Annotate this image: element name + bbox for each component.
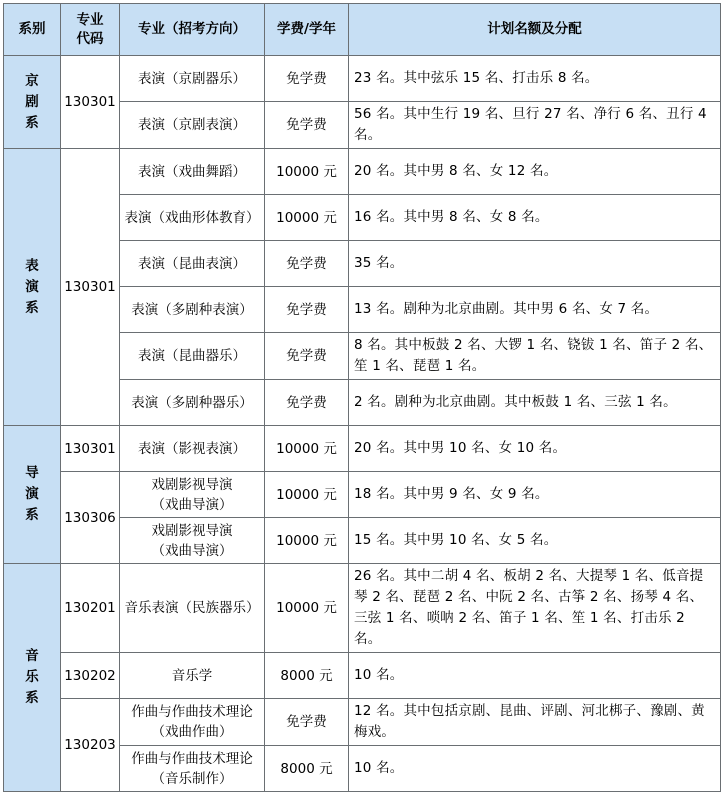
- header-fee: 学费/学年: [265, 4, 349, 56]
- major-cell: [120, 518, 265, 564]
- plan-cell: 56 名。其中生行 19 名、旦行 27 名、净行 6 名、丑行 4 名。: [349, 102, 721, 149]
- table-row: [4, 699, 721, 746]
- header-code: 专业代码: [61, 4, 120, 56]
- dept-jingju: 京剧系: [4, 56, 61, 149]
- header-dept: 系别: [4, 4, 61, 56]
- plan-cell: 35 名。: [349, 241, 721, 287]
- table-row: [4, 472, 721, 518]
- major-line1: 戏剧影视导演: [151, 522, 233, 539]
- major-line1: 戏剧影视导演: [151, 476, 233, 493]
- major-cell: 表演（多剧种表演）: [120, 287, 265, 333]
- fee-cell: 8000 元: [265, 746, 349, 792]
- major-cell: 表演（影视表演）: [120, 426, 265, 472]
- major-line2: （戏曲导演）: [151, 542, 233, 559]
- header-row: [4, 4, 721, 56]
- table-row: [4, 149, 721, 195]
- header-plan: 计划名额及分配: [349, 4, 721, 56]
- admissions-plan-table: [3, 3, 721, 792]
- major-line2: （戏曲作曲）: [151, 724, 233, 740]
- fee-cell: 免学费: [265, 380, 349, 426]
- table-row: [4, 426, 721, 472]
- dept-daoyan: 导演系: [4, 426, 61, 564]
- fee-cell: 10000 元: [265, 518, 349, 564]
- major-cell: 表演（昆曲表演）: [120, 241, 265, 287]
- major-cell: 表演（昆曲器乐）: [120, 333, 265, 380]
- fee-cell: 10000 元: [265, 472, 349, 518]
- fee-cell: 免学费: [265, 699, 349, 746]
- major-cell: 表演（戏曲舞蹈）: [120, 149, 265, 195]
- fee-cell: 10000 元: [265, 426, 349, 472]
- major-line1: 作曲与作曲技术理论: [131, 750, 253, 767]
- code-cell: 130202: [61, 653, 120, 699]
- fee-cell: 10000 元: [265, 195, 349, 241]
- major-cell: 表演（京剧表演）: [120, 102, 265, 149]
- plan-cell: 20 名。其中男 8 名、女 12 名。: [349, 149, 721, 195]
- table-row: [4, 653, 721, 699]
- plan-cell: 2 名。剧种为北京曲剧。其中板鼓 1 名、三弦 1 名。: [349, 380, 721, 426]
- plan-cell: 23 名。其中弦乐 15 名、打击乐 8 名。: [349, 56, 721, 102]
- fee-cell: 8000 元: [265, 653, 349, 699]
- major-cell: 表演（京剧器乐）: [120, 56, 265, 102]
- code-cell: 130201: [61, 564, 120, 653]
- dept-yinyue: 音乐系: [4, 564, 61, 792]
- major-cell: 表演（戏曲形体教育）: [120, 195, 265, 241]
- major-cell: [120, 746, 265, 792]
- plan-cell: 10 名。: [349, 653, 721, 699]
- code-cell: 130203: [61, 699, 120, 792]
- fee-cell: 免学费: [265, 241, 349, 287]
- table-row: [4, 564, 721, 653]
- code-cell: 130301: [61, 149, 120, 426]
- code-cell: 130306: [61, 472, 120, 564]
- fee-cell: 10000 元: [265, 149, 349, 195]
- table-row: [4, 56, 721, 102]
- plan-cell: 26 名。其中二胡 4 名、板胡 2 名、大提琴 1 名、低音提琴 2 名、琵琶 2 名、中阮 2 名、古筝 2 名、扬琴 4 名、三弦 1 名、唢呐 2 名、笛子 1 名、笙 1 名、打击乐 2 名。: [349, 564, 721, 653]
- fee-cell: 免学费: [265, 102, 349, 149]
- major-cell: [120, 472, 265, 518]
- fee-cell: 10000 元: [265, 564, 349, 653]
- fee-cell: 免学费: [265, 287, 349, 333]
- major-cell: [120, 699, 265, 746]
- header-major: 专业（招考方向）: [120, 4, 265, 56]
- major-cell: 音乐学: [120, 653, 265, 699]
- plan-cell: 16 名。其中男 8 名、女 8 名。: [349, 195, 721, 241]
- plan-cell: 10 名。: [349, 746, 721, 792]
- plan-cell: 13 名。剧种为北京曲剧。其中男 6 名、女 7 名。: [349, 287, 721, 333]
- dept-biaoyan: 表演系: [4, 149, 61, 426]
- plan-cell: 15 名。其中男 10 名、女 5 名。: [349, 518, 721, 564]
- fee-cell: 免学费: [265, 56, 349, 102]
- plan-cell: 12 名。其中包括京剧、昆曲、评剧、河北梆子、豫剧、黄梅戏。: [349, 699, 721, 746]
- major-line2: （音乐制作）: [151, 770, 233, 787]
- code-cell: 130301: [61, 426, 120, 472]
- major-line1: 作曲与作曲技术理论: [131, 704, 253, 720]
- plan-cell: 18 名。其中男 9 名、女 9 名。: [349, 472, 721, 518]
- major-cell: 表演（多剧种器乐）: [120, 380, 265, 426]
- major-cell: 音乐表演（民族器乐）: [120, 564, 265, 653]
- fee-cell: 免学费: [265, 333, 349, 380]
- code-cell: 130301: [61, 56, 120, 149]
- plan-cell: 20 名。其中男 10 名、女 10 名。: [349, 426, 721, 472]
- major-line2: （戏曲导演）: [151, 496, 233, 513]
- plan-cell: 8 名。其中板鼓 2 名、大锣 1 名、铙钹 1 名、笛子 2 名、笙 1 名、琵琶 1 名。: [349, 333, 721, 380]
